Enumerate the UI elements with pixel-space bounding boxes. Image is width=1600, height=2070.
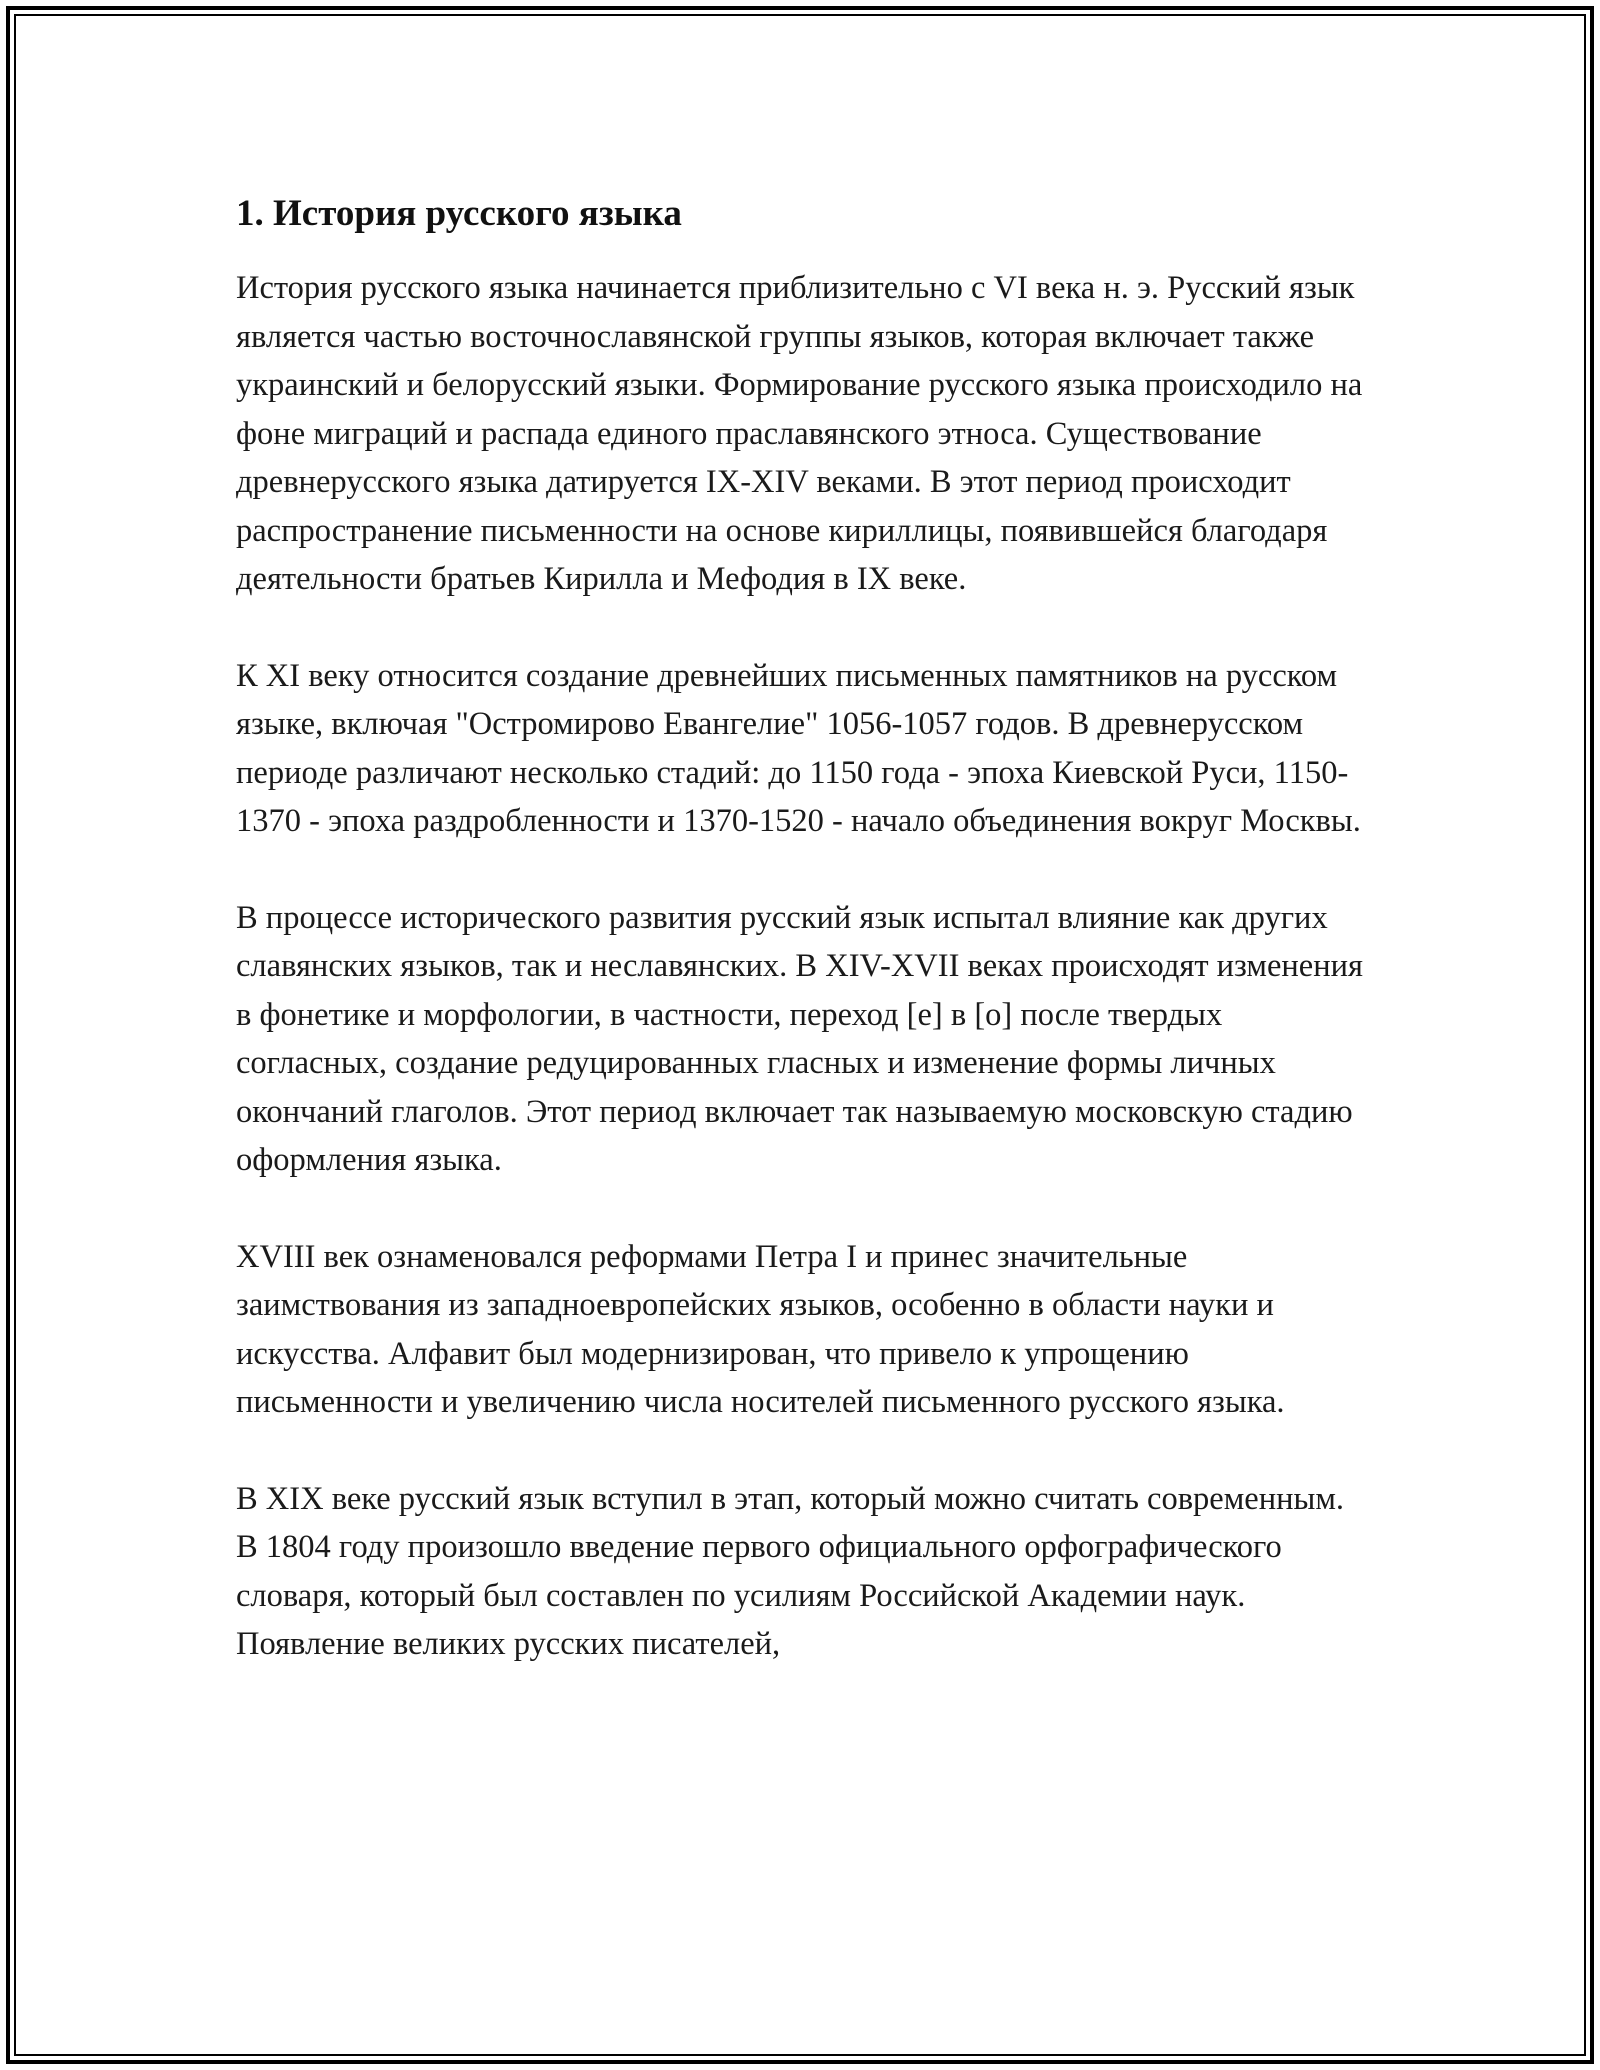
paragraph-nineteenth-century: В XIX веке русский язык вступил в этап, который можно считать современным. В 1804 году произошло введение первого официального орфографического словаря, который был составлен по усилиям Российской Академии наук. Появление великих русских писателей, bbox=[236, 1480, 1345, 1662]
section-heading: 1. История русского языка bbox=[236, 193, 682, 234]
paragraph-origins: История русского языка начинается приблизительно с VI века н. э. Русский язык является частью восточнославянской группы языков, которая включает также украинский и белорусский языки. Формирование русского языка происходило на фоне миграций и распада единого праславянского этноса. Существование древнерусского языка датируется IX-XIV веками. В этот период происходит распространение письменности на основе кириллицы, появившейся благодаря деятельности братьев Кирилла и Мефодия в IX веке. bbox=[236, 270, 1363, 597]
paragraph-historical-development: В процессе исторического развития русский язык испытал влияние как других славянских языков, так и неславянских. В XIV-XVII веках происходят изменения в фонетике и морфологии, в частности, переход [е] в [о] после твердых согласных, создание редуцированных гласных и изменение формы личных окончаний глаголов. Этот период включает так называемую московскую стадию оформления языка. bbox=[236, 899, 1363, 1178]
document-body bbox=[236, 188, 1366, 1669]
paragraph-old-russian-period: К XI веку относится создание древнейших письменных памятников на русском языке, включая "Остромирово Евангелие" 1056-1057 годов. В древнерусском периоде различают несколько стадий: до 1150 года - эпоха Киевской Руси, 1150-1370 - эпоха раздробленности и 1370-1520 - начало объединения вокруг Москвы. bbox=[236, 657, 1361, 839]
paragraph-eighteenth-century: XVIII век ознаменовался реформами Петра I и принес значительные заимствования из западноевропейских языков, особенно в области науки и искусства. Алфавит был модернизирован, что привело к упрощению письменности и увеличению числа носителей письменного русского языка. bbox=[236, 1238, 1285, 1420]
